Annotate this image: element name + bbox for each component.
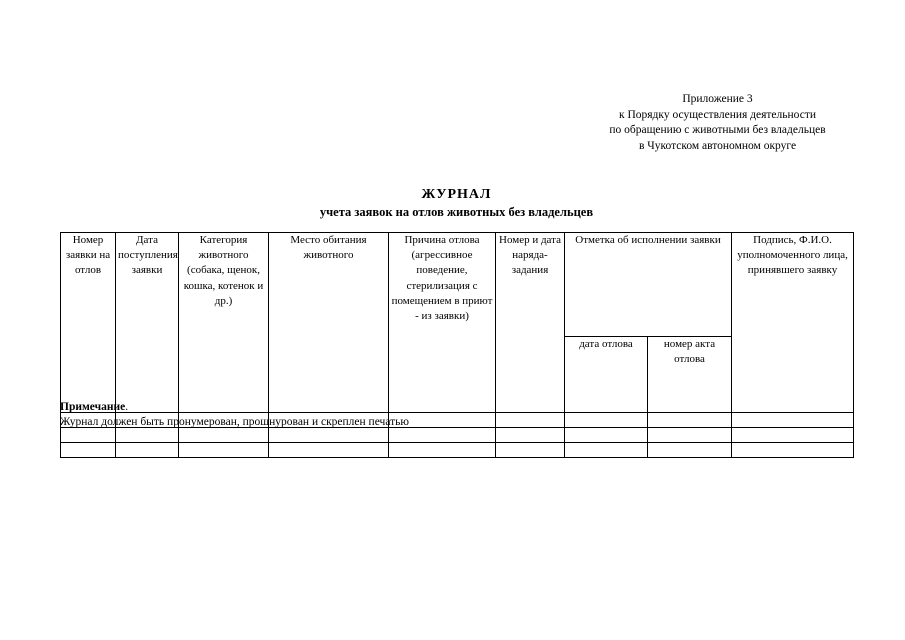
- header-order-number: Номер и дата наряда-задания: [496, 233, 565, 413]
- note-text: Журнал должен быть пронумерован, прошнурован и скреплен печатью: [60, 416, 409, 428]
- appendix-line: к Порядку осуществления деятельности: [619, 108, 816, 121]
- note-heading: [60, 400, 409, 415]
- table-cell[interactable]: [732, 428, 854, 443]
- appendix-line: по обращению с животными без владельцев: [609, 124, 826, 136]
- header-receipt-date: Дата поступления заявки: [116, 233, 179, 413]
- title-main: ЖУРНАЛ: [421, 187, 492, 202]
- table-cell[interactable]: [496, 413, 565, 428]
- table-cell[interactable]: [648, 413, 732, 428]
- note-title: Примечание: [60, 401, 126, 413]
- header-capture-act-number: номер акта отлова: [648, 337, 732, 413]
- header-habitat: Место обитания животного: [269, 233, 389, 413]
- table-cell[interactable]: [389, 443, 496, 458]
- table-cell[interactable]: [565, 443, 648, 458]
- table-cell[interactable]: [732, 413, 854, 428]
- header-animal-category: Категория животного (собака, щенок, кошка, котенок и др.): [179, 233, 269, 413]
- table-cell[interactable]: [732, 443, 854, 458]
- table-cell[interactable]: [179, 443, 269, 458]
- table-cell[interactable]: [496, 443, 565, 458]
- document-title: [60, 186, 853, 220]
- header-execution-mark: Отметка об исполнении заявки: [565, 233, 732, 337]
- table-header-row: [61, 233, 854, 337]
- note-block: [60, 400, 409, 430]
- title-subtitle: учета заявок на отлов животных без владельцев: [319, 205, 594, 219]
- table-cell[interactable]: [565, 428, 648, 443]
- table-cell[interactable]: [61, 443, 116, 458]
- table-cell[interactable]: [496, 428, 565, 443]
- note-title-suffix: .: [125, 401, 129, 413]
- table-cell[interactable]: [648, 443, 732, 458]
- table-cell[interactable]: [648, 428, 732, 443]
- table-row: [61, 443, 854, 458]
- appendix-header: [590, 92, 845, 154]
- header-request-number: Номер заявки на отлов: [61, 233, 116, 413]
- table-cell[interactable]: [565, 413, 648, 428]
- header-capture-date: дата отлова: [565, 337, 648, 413]
- appendix-line: в Чукотском автономном округе: [638, 139, 797, 152]
- header-capture-reason: Причина отлова (агрессивное поведение, стерилизация с помещением в приют - из заявки): [389, 233, 496, 413]
- header-signature: Подпись, Ф.И.О. уполномоченного лица, принявшего заявку: [732, 233, 854, 413]
- appendix-line: Приложение 3: [682, 93, 753, 105]
- table-cell[interactable]: [116, 443, 179, 458]
- table-cell[interactable]: [269, 443, 389, 458]
